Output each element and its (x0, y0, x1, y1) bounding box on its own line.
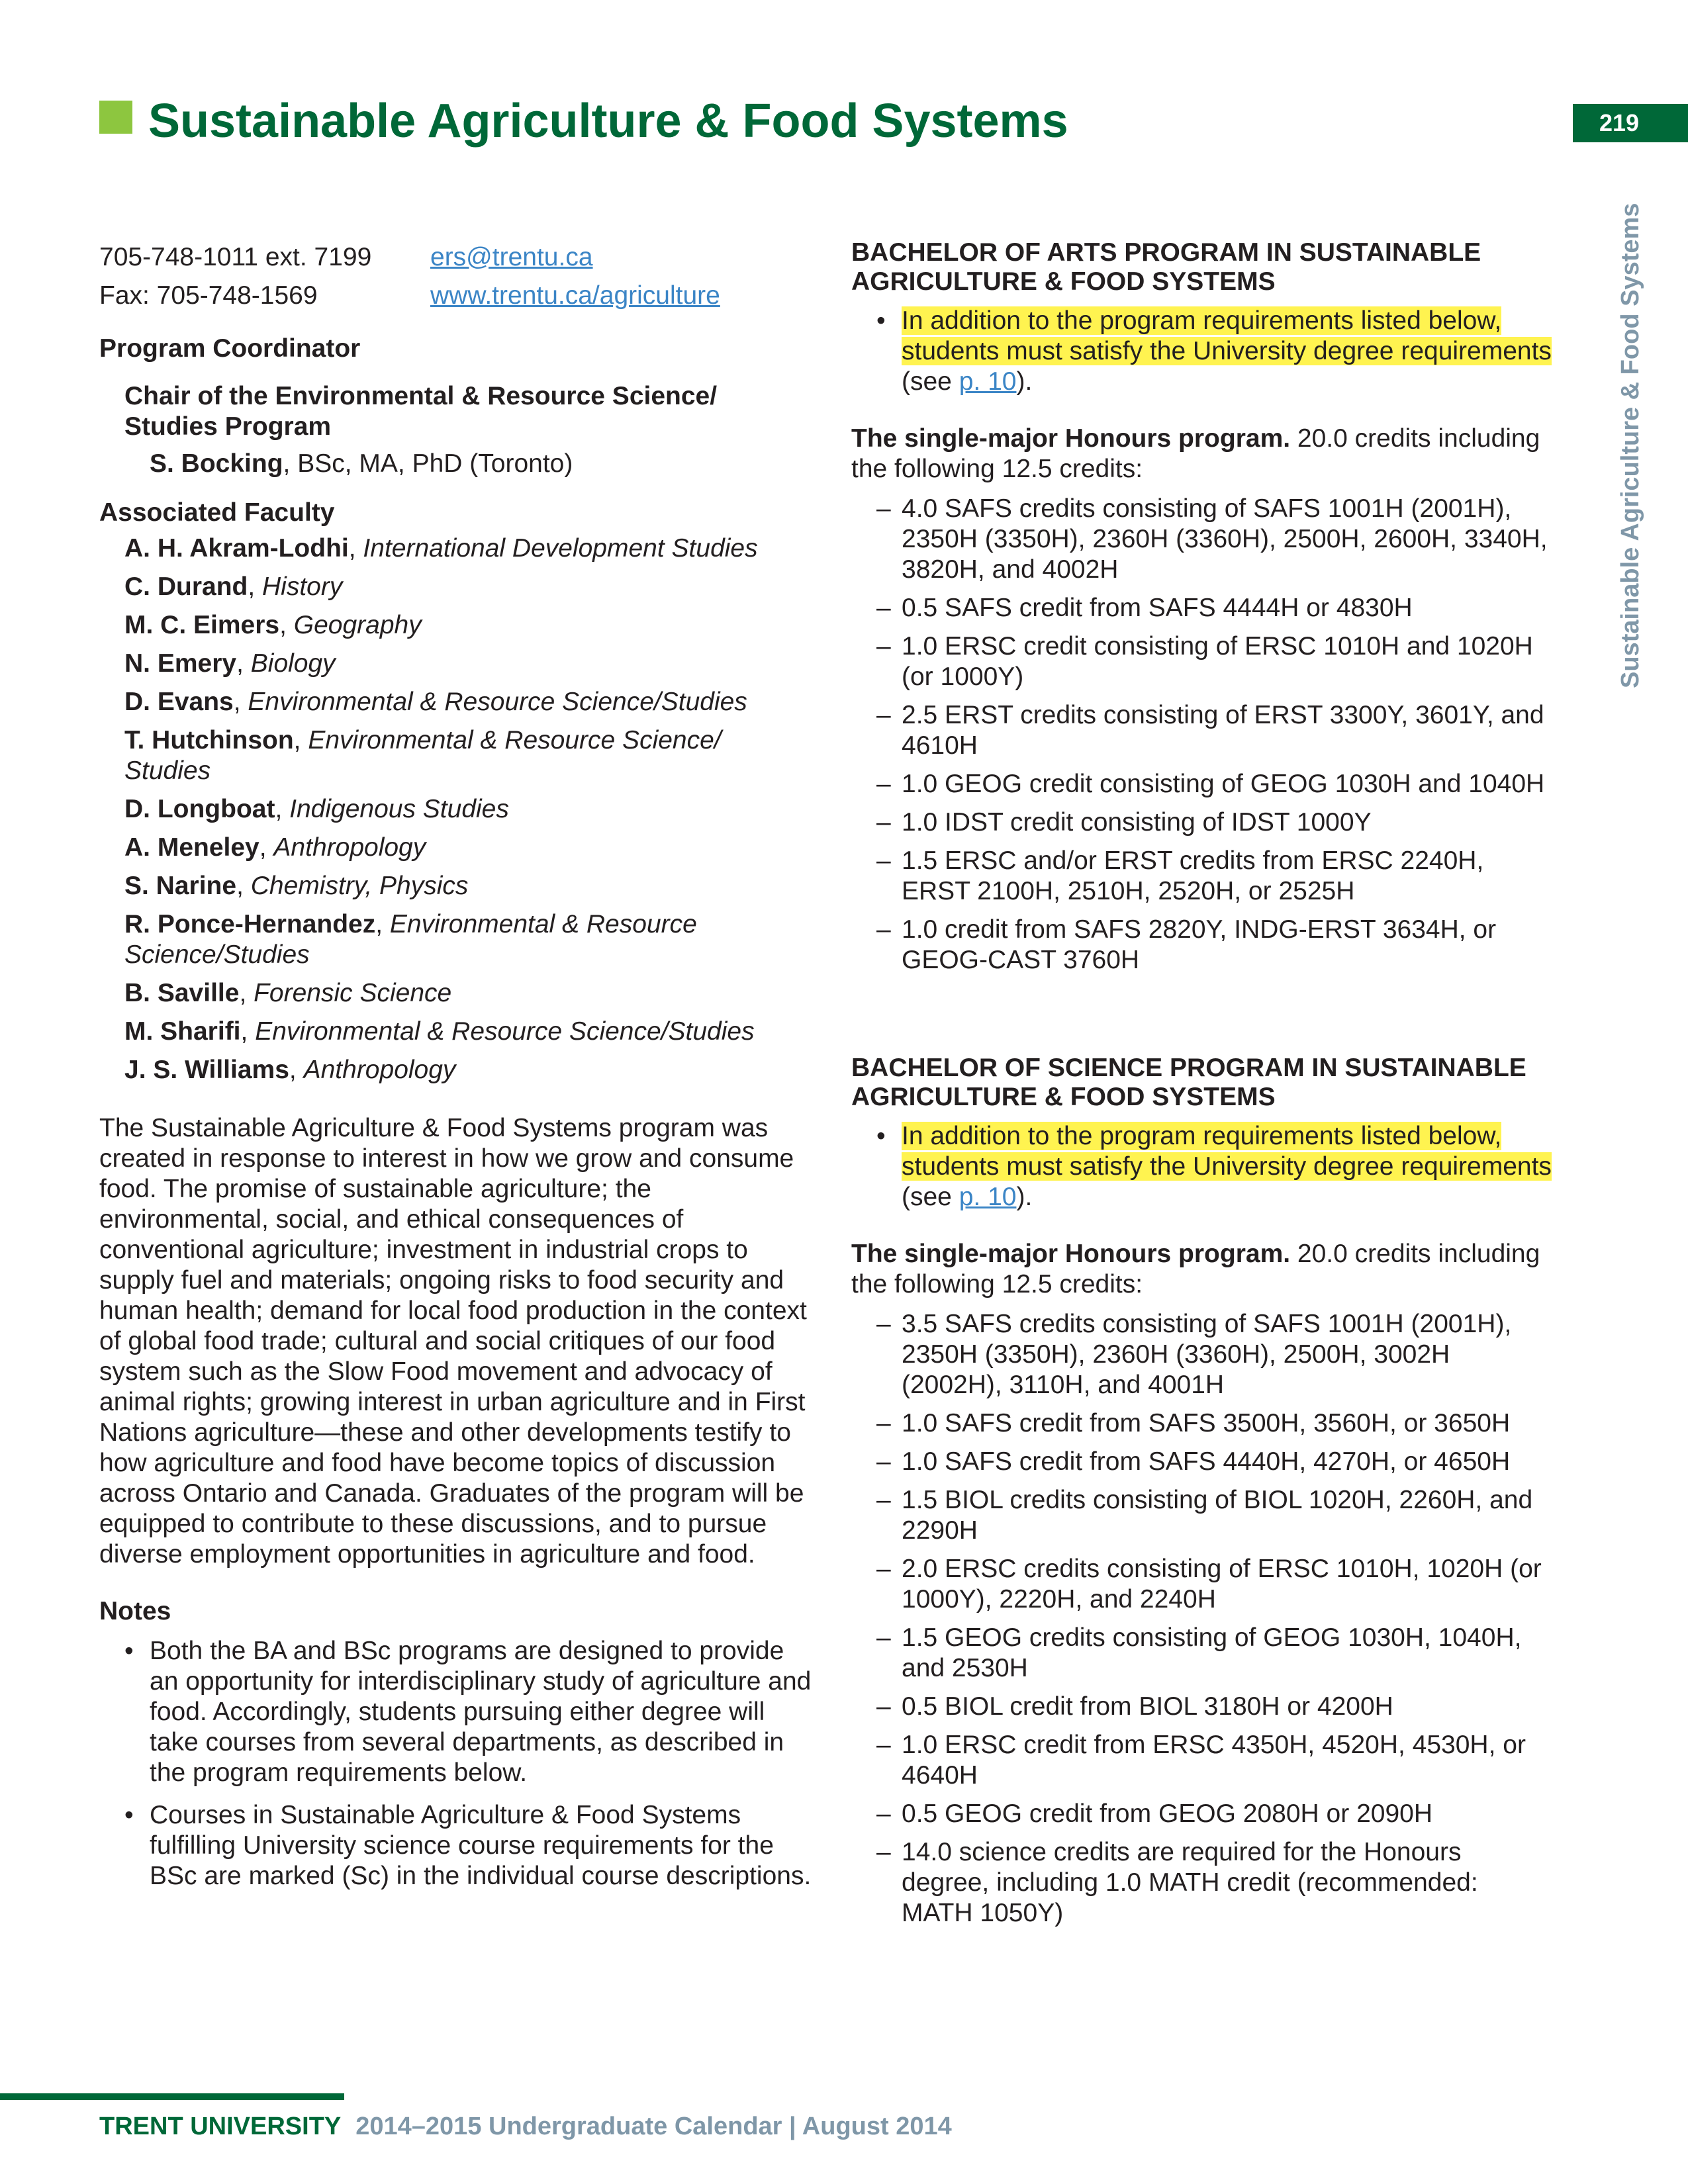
requirement-item: – 1.5 ERSC and/or ERST credits from ERSC 2240H, ERST 2100H, 2510H, 2520H, or 2525H (851, 846, 1553, 907)
requirement-item: – 0.5 SAFS credit from SAFS 4444H or 4830H (851, 593, 1553, 623)
requirement-item: – 3.5 SAFS credits consisting of SAFS 1001H (2001H), 2350H (3350H), 2360H (3360H), 2500H, 3002H (2002H), 3110H, and 4001H (851, 1309, 1553, 1400)
contact-fax-row (99, 277, 814, 315)
faculty-dept: Biology (250, 649, 336, 678)
faculty-name: A. H. Akram-Lodhi (124, 534, 349, 563)
program-credits: 20.0 credits including the following 12.5 credits: (851, 424, 1540, 483)
ba-requirements-list (851, 494, 1553, 976)
requirement-item: – 0.5 BIOL credit from BIOL 3180H or 4200H (851, 1692, 1553, 1722)
bsc-program-section (851, 1054, 1553, 1929)
requirement-item: – 2.0 ERSC credits consisting of ERSC 1010H, 1020H (or 1000Y), 2220H, and 2240H (851, 1554, 1553, 1615)
program-description: The Sustainable Agriculture & Food Systems program was created in response to interest in how we grow and consume food. The promise of sustainable agriculture; the environmental, social, and ethical consequences of conventional agriculture; investment in industrial crops to supply fuel and materials; ongoing risks to food security and human health; demand for local food production in the context of global food trade; cultural and social critiques of our food system such as the Slow Food movement and advocacy of animal rights; growing interest in urban agriculture and in First Nations agriculture—these and other developments testify to how agriculture and food have become topics of discussion across Ontario and Canada. Graduates of the program will be equipped to contribute to these discussions, and to pursue diverse employment opportunities in agriculture and food. (99, 1114, 807, 1569)
ba-degree-note (851, 306, 1553, 397)
faculty-name: T. Hutchinson (124, 726, 294, 754)
ba-program-intro (851, 424, 1553, 484)
ba-program-heading: BACHELOR OF ARTS PROGRAM IN SUSTAINABLE AGRICULTURE & FOOD SYSTEMS (851, 238, 1481, 296)
footer-rule (0, 2093, 344, 2100)
faculty-dept: International Development Studies (363, 534, 758, 563)
faculty-dept: History (262, 572, 343, 601)
program-label: The single-major Honours program. (851, 1240, 1291, 1268)
associated-faculty-heading: Associated Faculty (99, 498, 335, 527)
page-reference-link[interactable]: p. 10 (959, 1183, 1017, 1211)
faculty-name: A. Meneley (124, 833, 259, 862)
faculty-name: D. Longboat (124, 795, 275, 823)
program-coordinator-heading: Program Coordinator (99, 334, 361, 363)
faculty-member: D. Longboat, Indigenous Studies (124, 795, 509, 823)
footer-calendar: 2014–2015 Undergraduate Calendar | August 2014 (355, 2113, 952, 2140)
requirement-item: – 1.0 GEOG credit consisting of GEOG 1030H and 1040H (851, 769, 1553, 799)
faculty-dept: Environmental & Resource Science/Studies (248, 688, 747, 716)
email-link[interactable]: ers@trentu.ca (430, 243, 593, 271)
note-end-text: ). (1016, 1183, 1033, 1211)
faculty-name: C. Durand (124, 572, 248, 601)
highlighted-text: In addition to the program requirements listed below, students must satisfy the University degree requirements (902, 306, 1552, 365)
notes-heading: Notes (99, 1597, 171, 1625)
faculty-member: C. Durand, History (124, 572, 343, 601)
faculty-dept: Forensic Science (254, 979, 452, 1007)
faculty-name: R. Ponce-Hernandez (124, 910, 376, 938)
note-item: • Courses in Sustainable Agriculture & Food Systems fulfilling University science course requirements for the BSc are marked (Sc) in the individual course descriptions. (99, 1800, 814, 1891)
requirement-item: – 1.0 SAFS credit from SAFS 4440H, 4270H, or 4650H (851, 1447, 1553, 1477)
phone-number: 705-748-1011 ext. 7199 (99, 243, 372, 271)
chair-credentials: , BSc, MA, PhD (Toronto) (283, 449, 573, 478)
faculty-name: B. Saville (124, 979, 240, 1007)
faculty-member: T. Hutchinson, Environmental & Resource Science/ Studies (124, 726, 722, 785)
chair-person (150, 449, 814, 479)
bsc-degree-note (851, 1121, 1553, 1212)
footer-university: TRENT UNIVERSITY (99, 2113, 342, 2140)
requirement-item: – 1.0 IDST credit consisting of IDST 1000Y (851, 807, 1553, 838)
faculty-name: N. Emery (124, 649, 237, 678)
fax-number: Fax: 705-748-1569 (99, 281, 318, 310)
left-column (99, 238, 814, 1903)
note-item: • Both the BA and BSc programs are designed to provide an opportunity for interdisciplinary study of agriculture and food. Accordingly, students pursuing either degree will take courses from several departments, as described in the program requirements below. (99, 1636, 814, 1788)
faculty-dept: Environmental & Resource Science/Studies (255, 1017, 755, 1046)
see-text: (see (902, 1183, 959, 1211)
bsc-program-intro (851, 1239, 1553, 1300)
title-square-marker (99, 101, 132, 134)
faculty-dept: Indigenous Studies (289, 795, 509, 823)
faculty-member: B. Saville, Forensic Science (124, 979, 452, 1007)
faculty-member: D. Evans, Environmental & Resource Science/Studies (124, 688, 747, 716)
requirement-item: – 0.5 GEOG credit from GEOG 2080H or 2090H (851, 1799, 1553, 1829)
website-link[interactable]: www.trentu.ca/agriculture (430, 281, 720, 310)
bsc-requirements-list (851, 1309, 1553, 1929)
faculty-member: R. Ponce-Hernandez, Environmental & Resource Science/Studies (124, 910, 697, 969)
faculty-member: M. Sharifi, Environmental & Resource Science/Studies (124, 1017, 755, 1046)
faculty-member: N. Emery, Biology (124, 649, 336, 678)
chair-title: Chair of the Environmental & Resource Science/ Studies Program (124, 382, 718, 441)
page-reference-link[interactable]: p. 10 (959, 367, 1017, 396)
program-label: The single-major Honours program. (851, 424, 1291, 453)
note-end-text: ). (1016, 367, 1033, 396)
program-credits: 20.0 credits including the following 12.5 credits: (851, 1240, 1540, 1298)
faculty-name: J. S. Williams (124, 1056, 289, 1084)
requirement-item: – 4.0 SAFS credits consisting of SAFS 1001H (2001H), 2350H (3350H), 2360H (3360H), 2500H, 2600H, 3340H, 3820H, and 4002H (851, 494, 1553, 585)
faculty-dept: Anthropology (273, 833, 426, 862)
footer (99, 2110, 952, 2143)
faculty-dept: Chemistry, Physics (250, 872, 469, 900)
bsc-program-heading: BACHELOR OF SCIENCE PROGRAM IN SUSTAINABLE AGRICULTURE & FOOD SYSTEMS (851, 1054, 1526, 1111)
faculty-name: M. C. Eimers (124, 611, 280, 639)
faculty-name: D. Evans (124, 688, 234, 716)
requirement-item: – 1.0 credit from SAFS 2820Y, INDG-ERST 3634H, or GEOG-CAST 3760H (851, 915, 1553, 976)
requirement-item: – 1.5 BIOL credits consisting of BIOL 1020H, 2260H, and 2290H (851, 1485, 1553, 1546)
ba-program-section (851, 238, 1553, 976)
faculty-list (124, 533, 814, 1085)
faculty-member: M. C. Eimers, Geography (124, 611, 422, 639)
requirement-item: – 1.5 GEOG credits consisting of GEOG 1030H, 1040H, and 2530H (851, 1623, 1553, 1684)
notes-list (99, 1636, 814, 1891)
faculty-dept: Environmental & Resource Science/ Studies (124, 726, 722, 785)
faculty-member: S. Narine, Chemistry, Physics (124, 872, 469, 900)
requirement-item: – 2.5 ERST credits consisting of ERST 3300Y, 3601Y, and 4610H (851, 700, 1553, 761)
faculty-member: A. H. Akram-Lodhi, International Development Studies (124, 534, 758, 563)
requirement-item: – 14.0 science credits are required for the Honours degree, including 1.0 MATH credit (recommended: MATH 1050Y) (851, 1837, 1553, 1929)
faculty-member: J. S. Williams, Anthropology (124, 1056, 456, 1084)
highlighted-text: In addition to the program requirements listed below, students must satisfy the University degree requirements (902, 1122, 1552, 1181)
requirement-item: – 1.0 ERSC credit from ERSC 4350H, 4520H, 4530H, or 4640H (851, 1730, 1553, 1791)
contact-phone-row (99, 238, 814, 277)
page-title: Sustainable Agriculture & Food Systems (148, 95, 1068, 148)
requirement-item: – 1.0 SAFS credit from SAFS 3500H, 3560H, or 3650H (851, 1408, 1553, 1439)
faculty-dept: Geography (293, 611, 422, 639)
faculty-dept: Environmental & Resource Science/Studies (124, 910, 697, 969)
requirement-item: – 1.0 ERSC credit consisting of ERSC 1010H and 1020H (or 1000Y) (851, 631, 1553, 692)
faculty-name: S. Narine (124, 872, 237, 900)
faculty-dept: Anthropology (303, 1056, 456, 1084)
chair-name: S. Bocking (150, 449, 283, 478)
faculty-name: M. Sharifi (124, 1017, 241, 1046)
page-number: 219 (1599, 109, 1640, 136)
see-text: (see (902, 367, 959, 396)
side-running-title: Sustainable Agriculture & Food Systems (1617, 203, 1644, 688)
faculty-member: A. Meneley, Anthropology (124, 833, 426, 862)
right-column (851, 238, 1553, 1936)
